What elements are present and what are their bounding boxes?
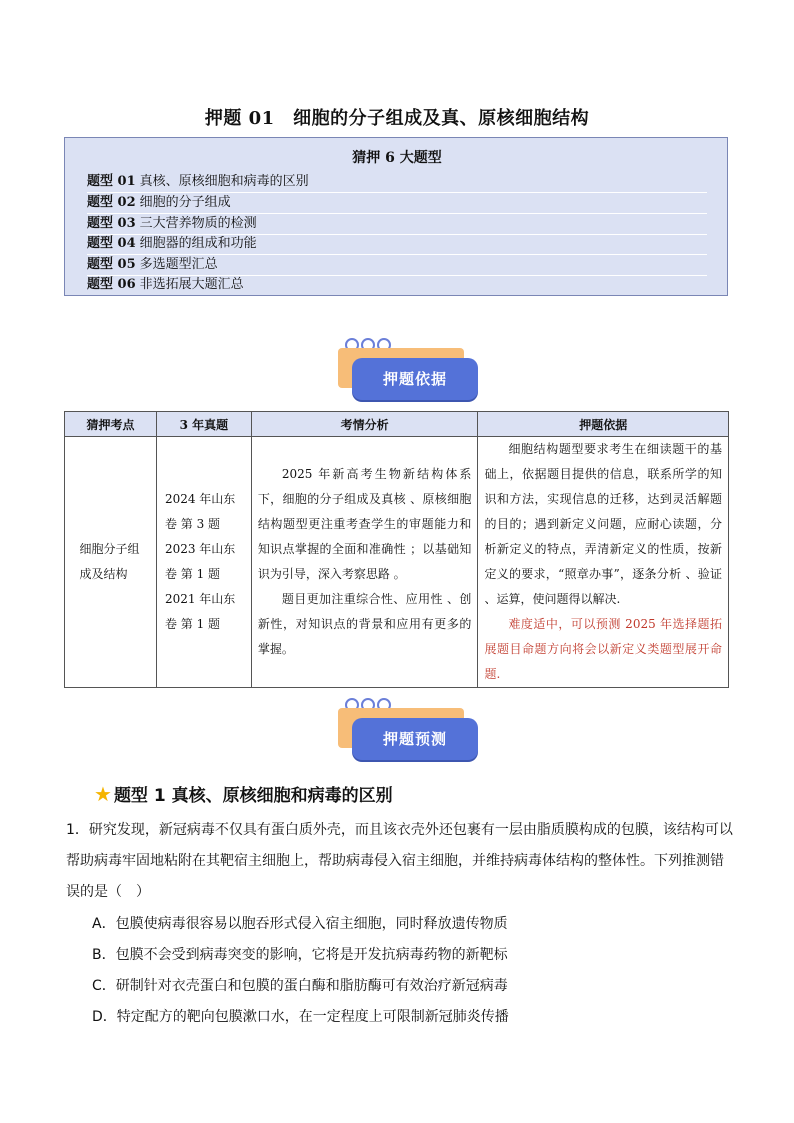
exam-line: 2023 年山东 bbox=[164, 542, 236, 556]
overview-item-tag: 题型 03 bbox=[87, 216, 136, 231]
overview-item-text: 真核、原核细胞和病毒的区别 bbox=[139, 174, 309, 189]
topic-text: 细胞分子组成及结构 bbox=[79, 542, 140, 581]
table-row bbox=[65, 437, 729, 688]
section-badge-label: 押题依据 bbox=[352, 358, 478, 400]
table-header: 猜押考点 bbox=[65, 412, 157, 437]
overview-item-text: 多选题型汇总 bbox=[139, 257, 218, 272]
option-a: A．包膜使病毒很容易以胞吞形式侵入宿主细胞，同时释放遗传物质 bbox=[92, 916, 508, 932]
question-type-overview bbox=[64, 137, 728, 296]
section-badge-basis bbox=[338, 338, 478, 408]
overview-item-tag: 题型 05 bbox=[87, 257, 136, 272]
overview-item-tag: 题型 01 bbox=[87, 174, 136, 189]
analysis-cell bbox=[251, 437, 478, 688]
table-header: 3 年真题 bbox=[156, 412, 251, 437]
overview-item bbox=[87, 172, 707, 193]
question-type-text: 题型 1 真核、原核细胞和病毒的区别 bbox=[113, 786, 393, 806]
exam-line: 卷 第 1 题 bbox=[164, 567, 221, 581]
overview-item-text: 细胞的分子组成 bbox=[139, 195, 231, 210]
overview-item bbox=[87, 234, 707, 255]
exam-line: 卷 第 3 题 bbox=[164, 517, 221, 531]
topic-cell bbox=[65, 437, 157, 688]
overview-item bbox=[87, 193, 707, 214]
exam-line: 2021 年山东 bbox=[164, 592, 236, 606]
table-header: 考情分析 bbox=[251, 412, 478, 437]
basis-table bbox=[64, 411, 729, 688]
overview-item-text: 非选拓展大题汇总 bbox=[139, 277, 244, 292]
analysis-paragraph: 2025 年新高考生物新结构体系下，细胞的分子组成及真核 、原核细胞结构题型更注重考查学生的审题能力和知识点掌握的全面和准确性 ；以基础知识为引导，深入考察思路 。 bbox=[257, 467, 472, 581]
overview-item bbox=[87, 275, 707, 295]
overview-heading: 猜押 6 大题型 bbox=[352, 150, 442, 166]
question-number: 1． bbox=[66, 822, 89, 838]
analysis-paragraph: 题目更加注重综合性、应用性 、创新性，对知识点的背景和应用有更多的掌握。 bbox=[257, 592, 472, 656]
page-title: 押题 01 细胞的分子组成及真、原核细胞结构 bbox=[204, 108, 590, 129]
table-header: 押题依据 bbox=[478, 412, 729, 437]
exam-cell bbox=[156, 437, 251, 688]
overview-item bbox=[87, 214, 707, 235]
overview-item-tag: 题型 02 bbox=[87, 195, 136, 210]
option-c: C．研制针对衣壳蛋白和包膜的蛋白酶和脂肪酶可有效治疗新冠病毒 bbox=[92, 978, 508, 994]
section-badge-forecast bbox=[338, 698, 478, 768]
overview-item bbox=[87, 255, 707, 276]
overview-item-tag: 题型 04 bbox=[87, 236, 136, 251]
section-badge-label: 押题预测 bbox=[352, 718, 478, 760]
overview-item-text: 三大营养物质的检测 bbox=[139, 216, 257, 231]
exam-line: 卷 第 1 题 bbox=[164, 617, 221, 631]
basis-paragraph: 细胞结构题型要求考生在细读题干的基础上，依据题目提供的信息，联系所学的知识和方法，实现信息的迁移，达到灵活解题的目的；遇到新定义问题，应耐心读题，分析新定义的特点，弄清新定义的性质，按新定义的要求，“照章办事”，逐条分析 、验证 、运算，使问题得以解决. bbox=[484, 442, 722, 606]
exam-line: 2024 年山东 bbox=[164, 492, 236, 506]
overview-item-tag: 题型 06 bbox=[87, 277, 136, 292]
question-type-heading bbox=[94, 781, 393, 806]
option-b: B．包膜不会受到病毒突变的影响，它将是开发抗病毒药物的新靶标 bbox=[92, 947, 508, 963]
basis-highlight: 难度适中，可以预测 2025 年选择题拓展题目命题方向将会以新定义类题型展开命题. bbox=[484, 617, 722, 681]
overview-item-text: 细胞器的组成和功能 bbox=[139, 236, 257, 251]
question-stem bbox=[66, 815, 734, 908]
table-header-row bbox=[65, 412, 729, 437]
question-text: 研究发现，新冠病毒不仅具有蛋白质外壳，而且该衣壳外还包裹有一层由脂质膜构成的包膜，该结构可以帮助病毒牢固地粘附在其靶宿主细胞上，帮助病毒侵入宿主细胞，并维持病毒体结构的整体性。下列推测错误的是（ ） bbox=[66, 822, 733, 900]
star-icon: ★ bbox=[94, 782, 112, 806]
basis-cell bbox=[478, 437, 729, 688]
option-d: D．特定配方的靶向包膜漱口水，在一定程度上可限制新冠肺炎传播 bbox=[92, 1009, 509, 1025]
